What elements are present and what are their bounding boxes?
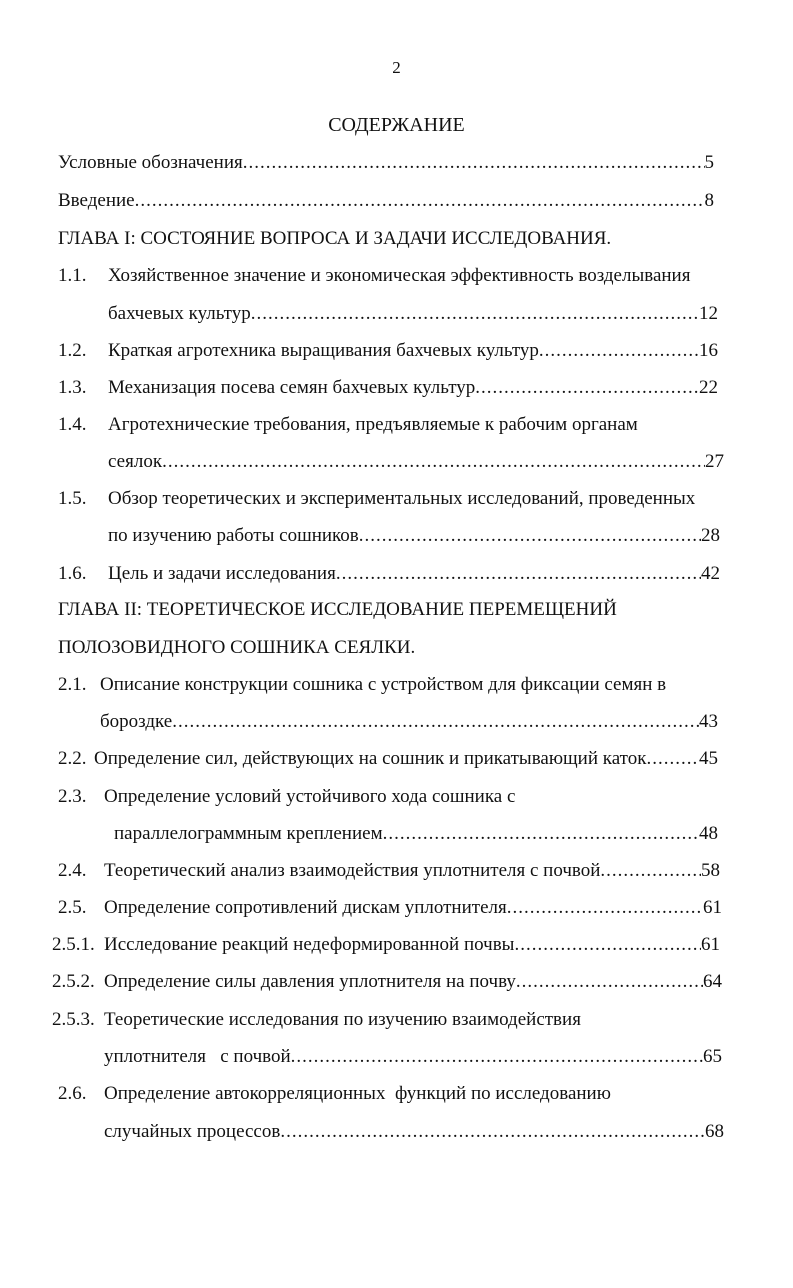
toc-entry-text-line1: Определение условий устойчивого хода сошника с: [104, 786, 516, 807]
toc-entry-text-line1: Агротехнические требования, предъявляемые к рабочим органам: [108, 414, 638, 435]
toc-entry-text-line1: Описание конструкции сошника с устройством для фиксации семян в: [100, 674, 667, 695]
toc-entry-1-2: Краткая агротехника выращивания бахчевых культур ..... 16: [108, 339, 718, 363]
toc-entry-2-3: параллелограммным креплением ..... 48: [114, 822, 718, 846]
toc-entry-number: 1.2.: [58, 340, 87, 361]
toc-entry-number: 2.5.3.: [52, 1009, 95, 1030]
toc-entry-2-5-3: уплотнителя с почвой ..... 65: [104, 1045, 722, 1069]
toc-entry-page: 5: [704, 152, 714, 173]
toc-entry-1-6: Цель и задачи исследования ..... 42: [108, 562, 720, 586]
toc-entry-text-line1: Обзор теоретических и экспериментальных исследований, проведенных: [108, 488, 696, 509]
toc-entry-2-2: Определение сил, действующих на сошник и прикатывающий каток ..... 45: [94, 747, 718, 771]
toc-entry-text-line1: Теоретические исследования по изучению взаимодействия: [104, 1009, 581, 1030]
toc-entry-1-1: бахчевых культур ..... 12: [108, 302, 718, 326]
chapter-2-heading: ГЛАВА II: ТЕОРЕТИЧЕСКОЕ ИССЛЕДОВАНИЕ ПЕРЕМЕЩЕНИЙ: [58, 599, 617, 620]
page-title: СОДЕРЖАНИЕ: [328, 114, 465, 136]
chapter-2-heading-cont: ПОЛОЗОВИДНОГО СОШНИКА СЕЯЛКИ.: [58, 637, 416, 658]
toc-entry-introduction: [58, 189, 714, 213]
chapter-1-heading: ГЛАВА I: СОСТОЯНИЕ ВОПРОСА И ЗАДАЧИ ИССЛЕДОВАНИЯ.: [58, 228, 612, 249]
toc-entry-2-5: Определение сопротивлений дискам уплотнителя ..... 61: [104, 896, 722, 920]
toc-entry-number: 1.6.: [58, 563, 87, 584]
toc-entry-2-1: бороздке ..... 43: [100, 710, 718, 734]
toc-entry-number: 2.1.: [58, 674, 87, 695]
toc-entry-number: 1.4.: [58, 414, 87, 435]
toc-entry-2-5-1: Исследование реакций недеформированной почвы ..... 61: [104, 933, 720, 957]
toc-entry-text: Введение: [58, 190, 135, 211]
toc-entry-number: 1.1.: [58, 265, 87, 286]
toc-entry-text-line1: Хозяйственное значение и экономическая эффективность возделывания: [108, 265, 691, 286]
toc-entry-1-3: Механизация посева семян бахчевых культур ..... 22: [108, 376, 718, 400]
toc-entry-2-4: Теоретический анализ взаимодействия уплотнителя с почвой ..... 58: [104, 859, 720, 883]
toc-entry-number: 2.5.2.: [52, 971, 95, 992]
toc-entry-number: 2.4.: [58, 860, 87, 881]
toc-entry-2-5-2: Определение силы давления уплотнителя на почву ..... 64: [104, 970, 722, 994]
toc-entry-number: 2.6.: [58, 1083, 87, 1104]
toc-entry-number: 1.3.: [58, 377, 87, 398]
toc-entry-number: 2.3.: [58, 786, 87, 807]
toc-entry-number: 2.5.1.: [52, 934, 95, 955]
toc-entry-text-line1: Определение автокорреляционных функций по исследованию: [104, 1083, 611, 1104]
toc-entry-number: 1.5.: [58, 488, 87, 509]
toc-entry-1-5: по изучению работы сошников ..... 28: [108, 524, 720, 548]
toc-entry-2-6: случайных процессов ..... 68: [104, 1120, 724, 1144]
toc-entry-text: Условные обозначения: [58, 152, 243, 173]
toc-entry-1-4: сеялок ..... 27: [108, 450, 724, 474]
toc-entry-number: 2.5.: [58, 897, 87, 918]
page-number: 2: [392, 58, 401, 77]
toc-entry-page: 8: [704, 190, 714, 211]
toc-entry-number: 2.2.: [58, 748, 87, 769]
toc-entry-symbols: [58, 151, 714, 175]
